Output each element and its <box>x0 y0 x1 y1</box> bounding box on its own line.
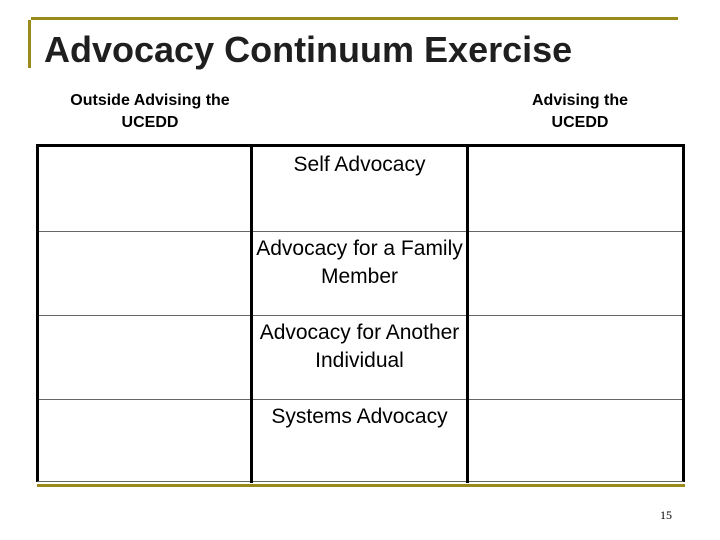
title-accent-bar <box>28 20 31 68</box>
table-row-self-advocacy <box>39 147 682 232</box>
cell-outside <box>39 147 253 231</box>
table-row-systems-advocacy <box>39 399 682 483</box>
header-advising: Advising the UCEDD <box>531 92 628 131</box>
cell-advising <box>469 147 682 231</box>
table-row-another-individual <box>39 315 682 400</box>
continuum-table <box>36 144 685 482</box>
cell-advising <box>469 399 682 483</box>
cell-outside <box>39 399 253 483</box>
row-label: Advocacy for Another Individual <box>253 315 469 399</box>
row-label: Systems Advocacy <box>253 399 469 483</box>
row-label: Advocacy for a Family Member <box>253 231 469 315</box>
cell-outside <box>39 231 253 315</box>
cell-advising <box>469 315 682 399</box>
cell-advising <box>469 231 682 315</box>
cell-outside <box>39 315 253 399</box>
page-number: 15 <box>660 508 672 522</box>
row-label: Self Advocacy <box>253 147 469 231</box>
header-outside-advising: Outside Advising the UCEDD <box>70 92 230 131</box>
slide-title: Advocacy Continuum Exercise <box>44 29 573 70</box>
table-row-family-member <box>39 231 682 316</box>
bottom-accent-rule <box>37 484 685 487</box>
